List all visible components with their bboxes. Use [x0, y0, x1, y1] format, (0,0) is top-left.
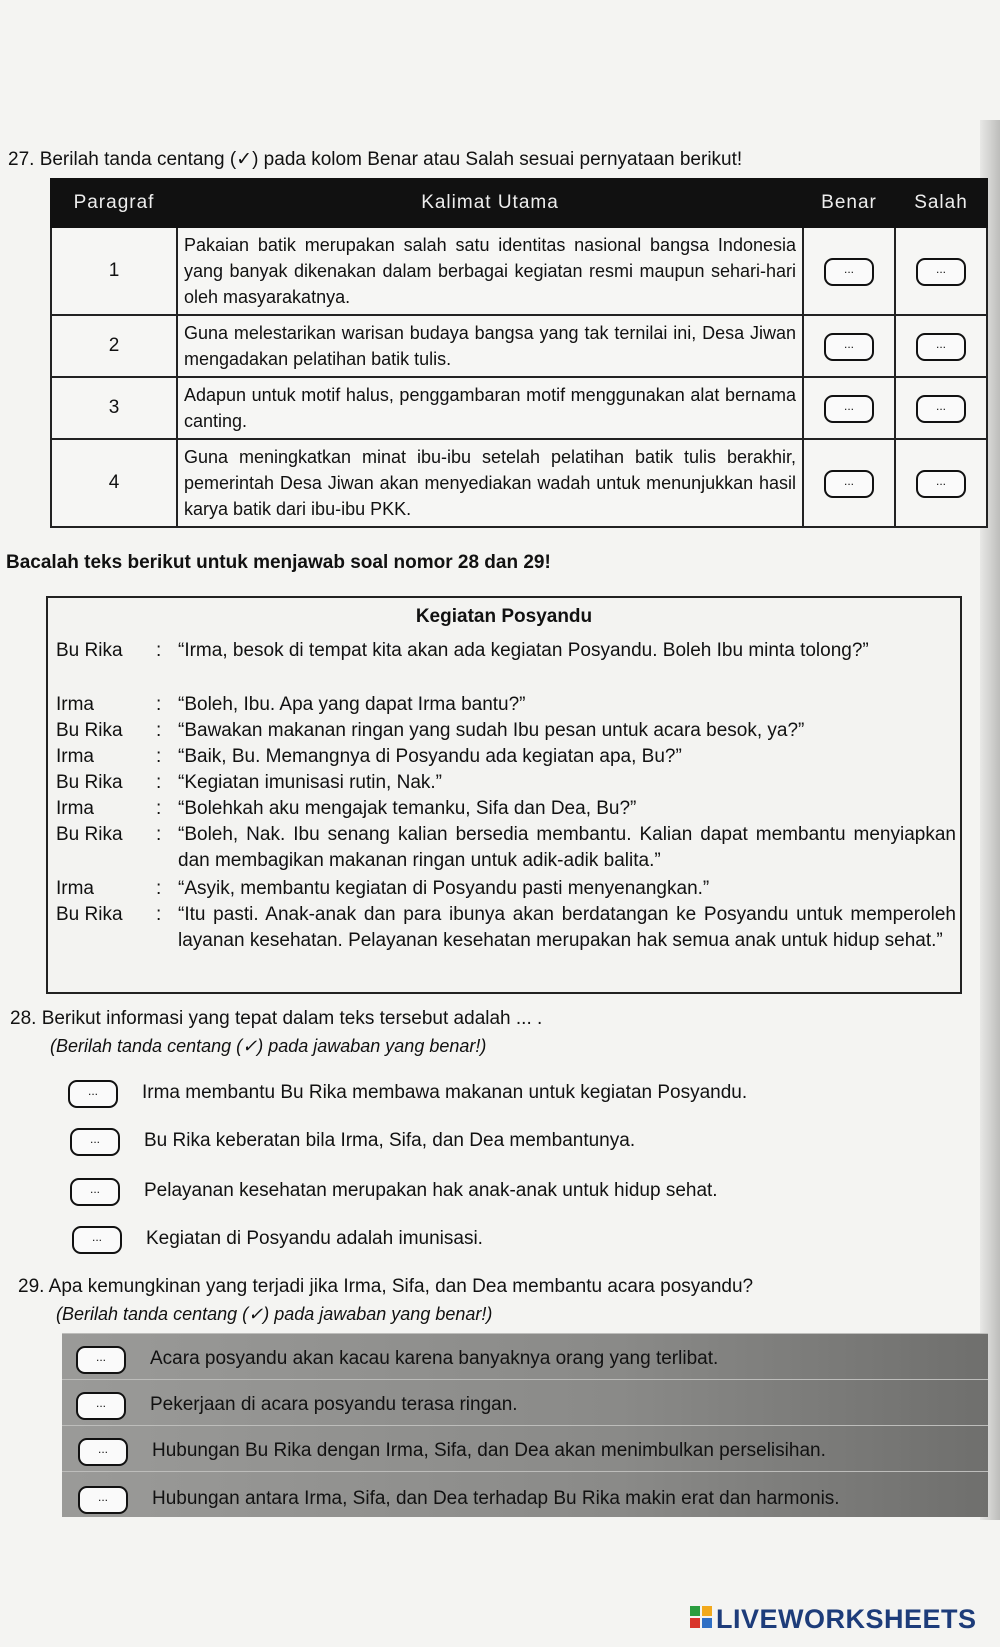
- benar-checkbox[interactable]: ...: [824, 470, 874, 498]
- option-text: Kegiatan di Posyandu adalah imunisasi.: [146, 1228, 483, 1249]
- dialogue-line: Bu Rika : “Boleh, Nak. Ibu senang kalian bersedia membantu. Kalian dapat membantu menyiapkan dan membagikan makanan ringan untuk adik-adik balita.”: [56, 822, 956, 874]
- dialogue-box: [46, 596, 962, 994]
- option-text: Acara posyandu akan kacau karena banyaknya orang yang terlibat.: [150, 1348, 719, 1369]
- option-text: Hubungan antara Irma, Sifa, dan Dea terhadap Bu Rika makin erat dan harmonis.: [152, 1488, 840, 1509]
- speaker-name: Irma: [56, 746, 94, 767]
- salah-checkbox[interactable]: ...: [916, 258, 966, 286]
- option-text: Hubungan Bu Rika dengan Irma, Sifa, dan Dea akan menimbulkan perselisihan.: [152, 1440, 826, 1461]
- dialogue-text: “Asyik, membantu kegiatan di Posyandu pasti menyenangkan.”: [178, 878, 710, 899]
- dialogue-line: Irma : “Baik, Bu. Memangnya di Posyandu ada kegiatan apa, Bu?”: [56, 744, 956, 770]
- option-text: Irma membantu Bu Rika membawa makanan untuk kegiatan Posyandu.: [142, 1082, 748, 1103]
- main-sentence: Pakaian batik merupakan salah satu identitas nasional bangsa Indonesia yang banyak dikenakan dalam berbagai kegiatan resmi maupun sehari-hari oleh masyarakatnya.: [177, 227, 803, 315]
- header-benar: Benar: [803, 179, 895, 227]
- option-text: Pelayanan kesehatan merupakan hak anak-anak untuk hidup sehat.: [144, 1180, 718, 1201]
- dialogue-line: Bu Rika : “Itu pasti. Anak-anak dan para ibunya akan berdatangan ke Posyandu untuk memperoleh layanan kesehatan. Pelayanan kesehatan merupakan hak semua anak untuk hidup sehat.”: [56, 902, 956, 954]
- dialogue-text: “Bawakan makanan ringan yang sudah Ibu pesan untuk acara besok, ya?”: [178, 720, 805, 741]
- answer-checkbox[interactable]: ...: [68, 1080, 118, 1108]
- benar-checkbox[interactable]: ...: [824, 333, 874, 361]
- speaker-name: Irma: [56, 694, 94, 715]
- salah-checkbox[interactable]: ...: [916, 470, 966, 498]
- header-salah: Salah: [895, 179, 987, 227]
- answer-checkbox[interactable]: ...: [78, 1438, 128, 1466]
- speaker-name: Bu Rika: [56, 824, 123, 845]
- speaker-name: Bu Rika: [56, 904, 123, 925]
- dialogue-text: “Boleh, Nak. Ibu senang kalian bersedia membantu. Kalian dapat membantu menyiapkan dan membagikan makanan ringan untuk adik-adik balita.”: [178, 824, 956, 871]
- dialogue-text: “Irma, besok di tempat kita akan ada kegiatan Posyandu. Boleh Ibu minta tolong?”: [178, 640, 869, 661]
- paragraph-number: 4: [51, 439, 177, 527]
- dialogue-text: “Bolehkah aku mengajak temanku, Sifa dan Dea, Bu?”: [178, 798, 637, 819]
- main-sentence: Adapun untuk motif halus, penggambaran motif menggunakan alat bernama canting.: [177, 377, 803, 439]
- header-paragraf: Paragraf: [51, 179, 177, 227]
- answer-checkbox[interactable]: ...: [70, 1128, 120, 1156]
- q27-table: [50, 178, 988, 528]
- answer-checkbox[interactable]: ...: [78, 1486, 128, 1514]
- option-text: Bu Rika keberatan bila Irma, Sifa, dan Dea membantunya.: [144, 1130, 636, 1151]
- question-29-instruction: (Berilah tanda centang (✓) pada jawaban yang benar!): [56, 1304, 493, 1324]
- main-sentence: Guna melestarikan warisan budaya bangsa yang tak ternilai ini, Desa Jiwan mengadakan pelatihan batik tulis.: [177, 315, 803, 377]
- paragraph-number: 3: [51, 377, 177, 439]
- question-27-text: 27. Berilah tanda centang (✓) pada kolom Benar atau Salah sesuai pernyataan berikut!: [8, 149, 743, 170]
- table-row: [51, 439, 987, 527]
- dialogue-line: Bu Rika : “Bawakan makanan ringan yang sudah Ibu pesan untuk acara besok, ya?”: [56, 718, 956, 744]
- dialogue-text: “Kegiatan imunisasi rutin, Nak.”: [178, 772, 442, 793]
- dialogue-line: Bu Rika : “Kegiatan imunisasi rutin, Nak.”: [56, 770, 956, 796]
- dialogue-title: Kegiatan Posyandu: [415, 606, 593, 627]
- table-row: [51, 377, 987, 439]
- answer-checkbox[interactable]: ...: [76, 1346, 126, 1374]
- paragraph-number: 1: [51, 227, 177, 315]
- question-28-text: 28. Berikut informasi yang tepat dalam teks tersebut adalah ... .: [10, 1008, 543, 1029]
- speaker-name: Irma: [56, 878, 94, 899]
- dialogue-text: “Baik, Bu. Memangnya di Posyandu ada kegiatan apa, Bu?”: [178, 746, 682, 767]
- option-text: Pekerjaan di acara posyandu terasa ringan.: [150, 1394, 518, 1415]
- dialogue-text: “Boleh, Ibu. Apa yang dapat Irma bantu?”: [178, 694, 526, 715]
- salah-checkbox[interactable]: ...: [916, 333, 966, 361]
- liveworksheets-logo: [690, 1604, 977, 1635]
- dialogue-line: Irma : “Bolehkah aku mengajak temanku, Sifa dan Dea, Bu?”: [56, 796, 956, 822]
- benar-checkbox[interactable]: ...: [824, 395, 874, 423]
- table-row: [51, 315, 987, 377]
- liveworksheets-logo-icon: [690, 1606, 712, 1630]
- speaker-name: Bu Rika: [56, 772, 123, 793]
- dialogue-line: Irma : “Asyik, membantu kegiatan di Posyandu pasti menyenangkan.”: [56, 876, 956, 902]
- table-row: [51, 227, 987, 315]
- reading-instruction: Bacalah teks berikut untuk menjawab soal nomor 28 dan 29!: [6, 552, 551, 573]
- speaker-name: Bu Rika: [56, 720, 123, 741]
- question-28-instruction: (Berilah tanda centang (✓) pada jawaban yang benar!): [50, 1036, 487, 1056]
- speaker-name: Bu Rika: [56, 640, 123, 661]
- answer-checkbox[interactable]: ...: [72, 1226, 122, 1254]
- salah-checkbox[interactable]: ...: [916, 395, 966, 423]
- header-kalimat-utama: Kalimat Utama: [177, 179, 803, 227]
- speaker-name: Irma: [56, 798, 94, 819]
- dialogue-line: Irma : “Boleh, Ibu. Apa yang dapat Irma bantu?”: [56, 692, 956, 718]
- benar-checkbox[interactable]: ...: [824, 258, 874, 286]
- main-sentence: Guna meningkatkan minat ibu-ibu setelah pelatihan batik tulis berakhir, pemerintah Desa Jiwan akan menyediakan wadah untuk menunjukkan hasil karya batik dari ibu-ibu PKK.: [177, 439, 803, 527]
- answer-checkbox[interactable]: ...: [76, 1392, 126, 1420]
- logo-text: LIVEWORKSHEETS: [716, 1604, 977, 1634]
- dialogue-text: “Itu pasti. Anak-anak dan para ibunya akan berdatangan ke Posyandu untuk memperoleh layanan kesehatan. Pelayanan kesehatan merupakan hak semua anak untuk hidup sehat.”: [178, 904, 956, 951]
- paragraph-number: 2: [51, 315, 177, 377]
- question-29-text: 29. Apa kemungkinan yang terjadi jika Irma, Sifa, dan Dea membantu acara posyandu?: [18, 1276, 754, 1297]
- answer-checkbox[interactable]: ...: [70, 1178, 120, 1206]
- dialogue-line: Bu Rika : “Irma, besok di tempat kita akan ada kegiatan Posyandu. Boleh Ibu minta tolong?”: [56, 638, 956, 664]
